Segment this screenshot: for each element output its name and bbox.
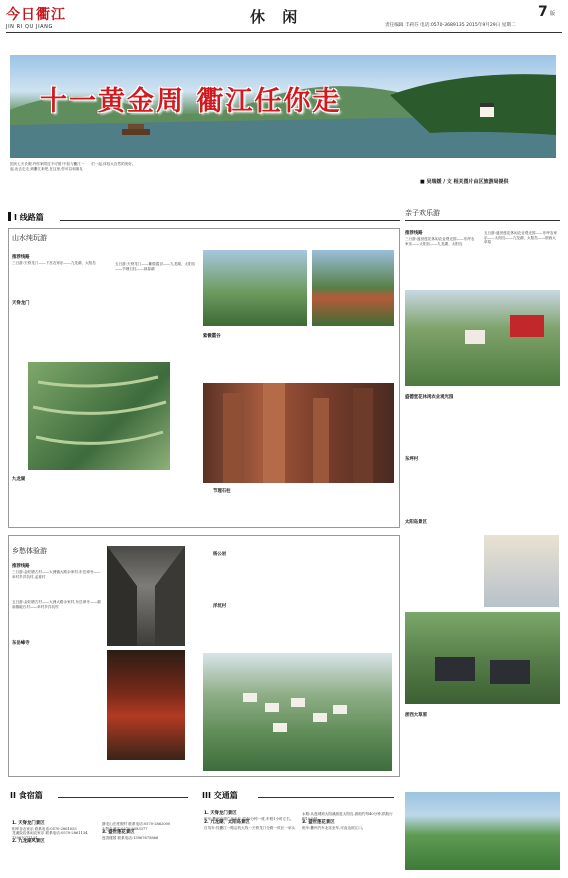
terrace-line-1 bbox=[38, 377, 158, 386]
temple-photo bbox=[107, 650, 185, 760]
mountain-route-text-2: 五日游:天脊龙门——紫微霞谷——九龙湖、太阳岛——节理石柱——绿春湖 bbox=[115, 262, 196, 271]
farm-photo bbox=[405, 290, 560, 386]
routes-section-header bbox=[8, 212, 44, 223]
farm-label: 盛德堂花休闲农业观光园 bbox=[405, 395, 454, 400]
recommend-label: 推荐线路 bbox=[12, 255, 30, 260]
farm-buildings bbox=[405, 290, 560, 386]
kids-photo bbox=[484, 535, 559, 607]
yangjia-label: 洋坑村 bbox=[213, 604, 227, 609]
terrace-photo bbox=[28, 362, 170, 470]
logo-subtitle: JIN RI QU JIANG bbox=[6, 24, 53, 30]
white-building bbox=[465, 330, 485, 344]
food-item-1: 1. 天脊龙门景区 bbox=[12, 821, 45, 826]
transport-rule bbox=[258, 797, 394, 798]
yuntoushi-label: 节理石柱 bbox=[213, 489, 231, 494]
transport-item-2b: 自驾车:经衢江一路沿杭大线一天脊龙门分路一杭长一举头 bbox=[204, 825, 296, 830]
terrace-line-2 bbox=[33, 402, 166, 413]
family-route-text-2: 五日游:盛世莲花休闲农业观光园——东坪农家乐——太阳岛——九龙湖、太阳岛——浙西大草原 bbox=[484, 231, 558, 245]
banner-photo bbox=[10, 55, 556, 158]
family-tour-heading: 亲子欢乐游 bbox=[405, 209, 440, 217]
family-route-text: 三日游:盛世莲花休闲农业观光园——东坪农家乐——太阳岛——九龙湖、太阳岛 bbox=[405, 237, 475, 246]
boat bbox=[122, 129, 150, 135]
food-item-1c: 龙溪饭店休闲农家乐 联系电话:0570-2861134 13967071134 bbox=[12, 831, 88, 840]
family-rule bbox=[405, 220, 560, 221]
vehicle-1 bbox=[435, 657, 475, 681]
transport-section-header bbox=[202, 790, 238, 801]
house-roof bbox=[480, 103, 494, 107]
logo-title: 今日衢江 bbox=[6, 7, 66, 23]
village-route-text: 三日游:金旺塘古村——大洲镇大路余家村,东岳禅寺——举村乡洋坑村,孟姜村 bbox=[12, 570, 101, 579]
food-item-2b: 静龙山庄度假村 联系电话:0570-2862000 bbox=[102, 822, 171, 826]
house-1 bbox=[243, 693, 257, 702]
newspaper-logo bbox=[6, 4, 116, 30]
dongjia-label: 东岳峰寺 bbox=[12, 641, 30, 646]
alley-photo bbox=[107, 546, 185, 646]
village-route-text-2: 五日游:金旺塘古村——大洲大路余家村,东岳禅寺——湖南镇破石村——举村乡洋坑村 bbox=[12, 600, 101, 609]
transport-col-2 bbox=[302, 812, 394, 830]
page-number: 7 bbox=[538, 4, 548, 20]
grassland-photo bbox=[405, 792, 560, 870]
mountain-route-text: 三日游:天脊龙门——下宫农家乐——九龙湖、太阳岛 bbox=[12, 261, 96, 265]
village-recommend-label: 推荐线路 bbox=[12, 564, 30, 569]
food-numeral: II bbox=[10, 791, 16, 800]
family-recommend-label: 推荐线路 bbox=[405, 231, 423, 236]
food-item-3: 3. 盛世莲花景区 bbox=[102, 830, 135, 836]
pillar-2 bbox=[263, 383, 285, 483]
white-house bbox=[480, 107, 494, 117]
food-item-3b: 莲香楼园 联系电话:13967675866 bbox=[102, 835, 159, 840]
masthead-rule bbox=[6, 32, 562, 33]
left-wall bbox=[107, 546, 137, 646]
house-4 bbox=[313, 713, 327, 722]
terrace-line-3 bbox=[36, 432, 163, 443]
transport-item-1b: 班车:衢州南湖广场坐车,约40分钟一班,车程1小时左右。 bbox=[204, 816, 294, 821]
vehicle-2 bbox=[490, 660, 530, 684]
village-photo bbox=[312, 250, 394, 326]
food-title: 食宿篇 bbox=[18, 791, 43, 800]
food-item-1b: 相军谷农家乐 联系电话:0570-2861055 bbox=[12, 826, 77, 831]
mountain-tour-heading: 山水纯玩游 bbox=[12, 234, 47, 242]
tianmen-label: 天脊龙门 bbox=[12, 301, 30, 306]
diecui-label: 紫微霞谷 bbox=[203, 334, 221, 339]
huangjia-label: 杨公岩 bbox=[213, 552, 227, 557]
food-section-header bbox=[10, 790, 43, 801]
red-building bbox=[510, 315, 544, 337]
routes-rule bbox=[60, 220, 400, 221]
routes-numeral: I bbox=[14, 213, 17, 222]
banner-headline: 十一黄金周 衢江任你走 bbox=[40, 86, 342, 117]
transport-numeral: III bbox=[202, 791, 211, 800]
grass-label: 浙西大草原 bbox=[405, 713, 427, 718]
transport-item-2: 2. 九龙湖、太阳岛景区 bbox=[204, 820, 250, 826]
pillar-1 bbox=[223, 393, 241, 483]
houses bbox=[203, 653, 392, 771]
rock-pillars bbox=[203, 383, 394, 483]
transport-col-1 bbox=[204, 812, 296, 830]
transport-item-1: 1. 天脊龙门景区 bbox=[204, 811, 237, 816]
editor-meta: 责任编辑 丰莉芬 电话:0570-3689135 2015年9月29日 星期二 bbox=[385, 23, 516, 28]
right-wall bbox=[155, 546, 185, 646]
boat-cabin bbox=[128, 124, 144, 129]
house-5 bbox=[273, 723, 287, 732]
transport-item-3b: 班车:衢州汽车北站坐车,可直达抵江口。 bbox=[302, 825, 366, 830]
transport-title: 交通篇 bbox=[213, 791, 238, 800]
page-section-title: 休 闲 bbox=[250, 8, 304, 26]
food-col-2 bbox=[102, 822, 194, 840]
daxian-label: 太阳岛景区 bbox=[405, 520, 427, 525]
food-item-2c: 太阳岛酒店:0570-8583377 bbox=[102, 826, 148, 831]
rock-pillars-photo bbox=[203, 383, 394, 483]
pillar-3 bbox=[313, 398, 329, 483]
alley-walls bbox=[107, 546, 185, 646]
taiyang-label: 东坪村 bbox=[405, 457, 419, 462]
terrace-lines bbox=[28, 362, 170, 470]
pillar-4 bbox=[353, 388, 373, 483]
atv-group bbox=[405, 612, 560, 704]
transport-item-3c: 水路:从莲城到大阳溪游览太阳岛,游船约每40分钟,供航行程10分钟。 bbox=[302, 812, 393, 821]
house-6 bbox=[333, 705, 347, 714]
atv-photo bbox=[405, 612, 560, 704]
transport-item-3: 3. 盛世莲花景区 bbox=[302, 820, 335, 826]
hillside-village-photo bbox=[203, 653, 392, 771]
intro-paragraph bbox=[10, 162, 410, 202]
house-3 bbox=[291, 698, 305, 707]
village-tour-heading: 乡愁体验游 bbox=[12, 547, 47, 555]
page-label: 版 bbox=[550, 11, 556, 17]
food-item-2: 2. 九龙湖风景区 bbox=[12, 839, 45, 845]
jiulong-label: 九龙湖 bbox=[12, 477, 26, 482]
intro-text: 国庆七天长假,许你家附近不可惜!不妨与衢江一起,出去走走,到衢江来吧,在这里,你可以和朋友们一起,体验大自然的美好。 bbox=[10, 162, 136, 171]
author-credit: ■ 吴瑞媛 / 文 相关图片由区旅游局提供 bbox=[420, 179, 509, 185]
routes-title: 线路篇 bbox=[19, 213, 44, 222]
food-col-1 bbox=[12, 822, 98, 845]
house-2 bbox=[265, 703, 279, 712]
section-bar bbox=[8, 212, 11, 221]
food-rule bbox=[58, 797, 188, 798]
diecui-photo bbox=[203, 250, 307, 326]
